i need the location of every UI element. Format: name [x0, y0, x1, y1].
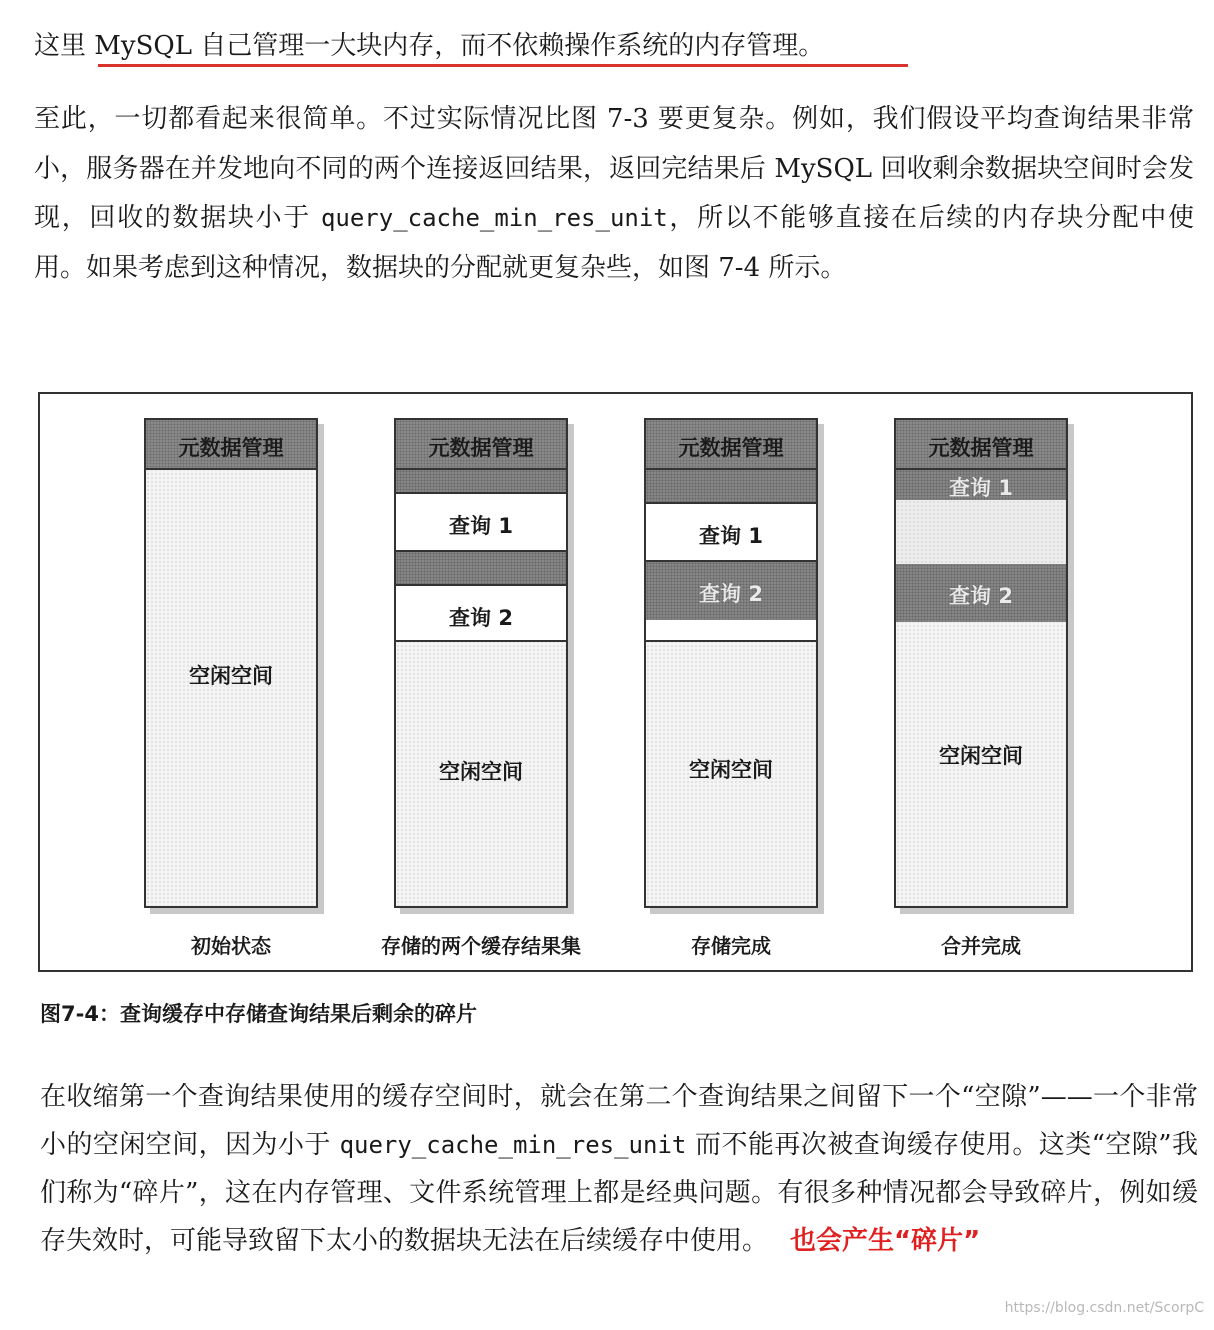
filler-segment [646, 470, 816, 502]
column-caption: 合并完成 [941, 934, 1021, 958]
metadata-label: 元数据管理 [678, 436, 784, 460]
query-1-segment [396, 492, 566, 552]
fragment-gap-segment [646, 620, 816, 642]
column-caption: 存储的两个缓存结果集 [381, 934, 581, 958]
fragment-segment [896, 500, 1066, 564]
paragraph-1-text-b: ，所以不能够直接在后续的内存块分配中使用。如果考虑到这种情况，数据块的分配就更复杂些，如图 7-4 所示。 [34, 203, 1194, 283]
query-2-label: 查询 2 [449, 606, 513, 630]
metadata-label: 元数据管理 [928, 436, 1034, 460]
paragraph-2-text-a: 在收缩第一个查询结果使用的缓存空间时，就会在第二个查询结果之间留下一个“空隙”——一个非常小的空闲空间，因为小于 [40, 1082, 1198, 1160]
intro-underlined-text: MySQL 自己管理一大块内存，而不依赖操作系统的内存管理。 [94, 31, 825, 61]
paragraph-1 [34, 95, 1194, 293]
paragraph-2-text-b: 而不能再次被查询缓存使用。这类“空隙”我们称为“碎片”，这在内存管理、文件系统管理上都是经典问题。有很多种情况都会导致碎片，例如缓存失效时，可能导致留下太小的数据块无法在后续缓存中使用。 [40, 1130, 1199, 1256]
figure-caption: 图7-4：查询缓存中存储查询结果后剩余的碎片 [40, 1002, 477, 1026]
query-1-label: 查询 1 [699, 524, 763, 548]
metadata-segment [146, 420, 316, 470]
metadata-segment [896, 420, 1066, 470]
query-1-label: 查询 1 [449, 514, 513, 538]
metadata-segment [646, 420, 816, 470]
query-1-label: 查询 1 [949, 476, 1013, 500]
memory-block [894, 418, 1068, 908]
query-2-label: 查询 2 [949, 584, 1013, 608]
red-annotation-note: 也会产生“碎片” [790, 1226, 981, 1256]
watermark: https://blog.csdn.net/ScorpC [1004, 1300, 1204, 1316]
query-2-segment [396, 584, 566, 642]
paragraph-1-code: query_cache_min_res_unit [320, 204, 668, 232]
paragraph-1-text-a: 至此，一切都看起来很简单。不过实际情况比图 7-3 要更复杂。例如，我们假设平均查询结果非常小，服务器在并发地向不同的两个连接返回结果，返回完结果后 MySQL 回收剩余数据块空间时会发现，回收的数据块小于 [34, 104, 1194, 233]
figure-7-4 [38, 392, 1193, 972]
gap-segment [396, 552, 566, 584]
column-caption: 初始状态 [191, 934, 271, 958]
intro-prefix: 这里 [34, 31, 95, 61]
paragraph-2 [40, 1073, 1198, 1265]
metadata-label: 元数据管理 [428, 436, 534, 460]
metadata-segment [396, 420, 566, 470]
query-1-segment [646, 502, 816, 562]
free-space-label: 空闲空间 [439, 760, 523, 784]
metadata-label: 元数据管理 [178, 436, 284, 460]
free-space-label: 空闲空间 [939, 744, 1023, 768]
paragraph-2-code: query_cache_min_res_unit [339, 1131, 687, 1159]
red-underline-annotation [98, 64, 908, 67]
query-2-segment [646, 562, 816, 620]
free-space-label: 空闲空间 [189, 664, 273, 688]
memory-block [394, 418, 568, 908]
memory-block [144, 418, 318, 908]
query-2-label: 查询 2 [699, 582, 763, 606]
memory-block [644, 418, 818, 908]
column-caption: 存储完成 [691, 934, 771, 958]
filler-segment [396, 470, 566, 492]
intro-line [34, 28, 824, 64]
free-space-label: 空闲空间 [689, 758, 773, 782]
query-2-segment [896, 564, 1066, 622]
query-1-segment [896, 470, 1066, 500]
